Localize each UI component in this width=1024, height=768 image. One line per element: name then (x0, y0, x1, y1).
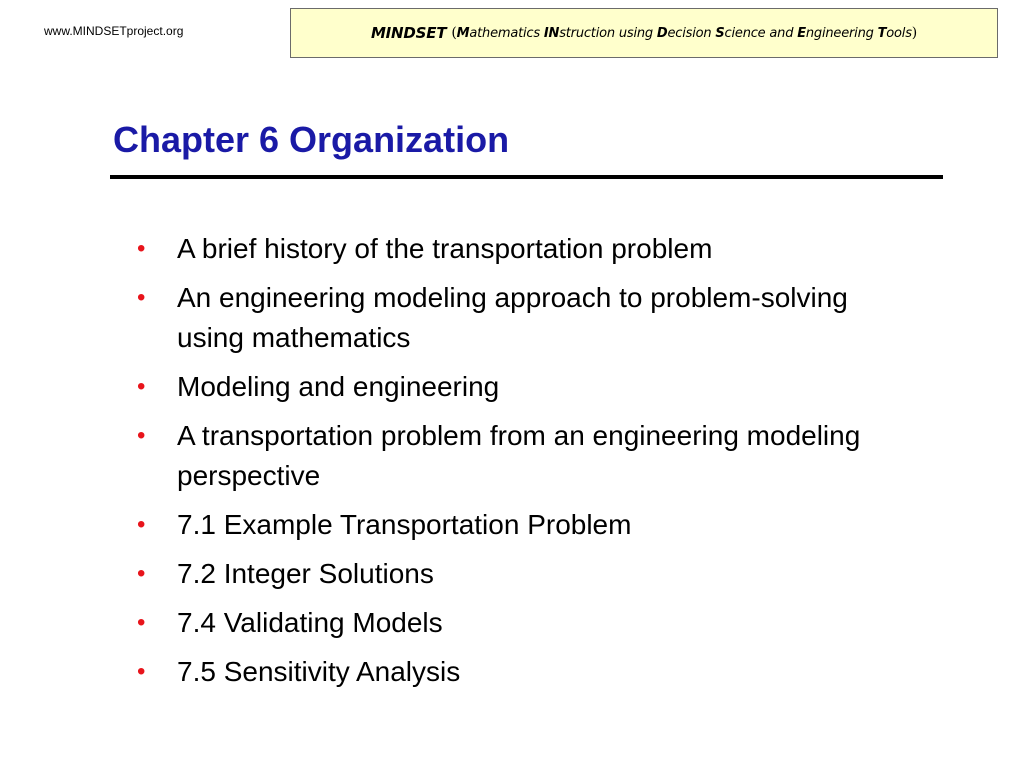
banner-part-rest: ecision (667, 25, 716, 41)
banner-close-paren: ) (911, 25, 918, 41)
banner-part-rest: athematics (469, 25, 544, 41)
bullet-icon: • (137, 422, 146, 449)
bullet-icon: • (137, 235, 146, 262)
bullet-icon: • (137, 609, 146, 636)
slide-title: Chapter 6 Organization (113, 119, 510, 160)
banner-part-bold: D (656, 25, 668, 41)
banner-part-rest: cience and (724, 25, 798, 41)
banner-subtitle (457, 26, 912, 41)
bullet-icon: • (137, 658, 146, 685)
bullet-item (137, 278, 917, 358)
bullet-icon: • (137, 511, 146, 538)
banner-part-bold: IN (543, 25, 560, 41)
banner-brand: MINDSET (370, 24, 447, 42)
bullet-item (137, 367, 917, 407)
banner-part-bold: S (715, 25, 725, 41)
bullet-text: A brief history of the transportation problem (177, 233, 713, 264)
bullet-text: 7.1 Example Transportation Problem (177, 509, 632, 540)
banner-open-paren: ( (451, 25, 457, 41)
bullet-item (137, 416, 917, 496)
bullet-text: An engineering modeling approach to problem-solving using mathematics (177, 282, 848, 353)
mindset-banner (290, 8, 998, 58)
bullet-text: A transportation problem from an engineering modeling perspective (177, 420, 861, 491)
bullet-item (137, 652, 917, 692)
bullet-text: 7.4 Validating Models (177, 607, 443, 638)
banner-part-rest: struction using (559, 25, 657, 41)
site-url: www.MINDSETproject.org (44, 24, 184, 38)
bullet-item (137, 603, 917, 643)
bullet-text: 7.5 Sensitivity Analysis (177, 656, 461, 687)
banner-part-bold: M (456, 25, 470, 41)
bullet-text: 7.2 Integer Solutions (177, 558, 434, 589)
bullet-icon: • (137, 560, 146, 587)
bullet-icon: • (137, 373, 146, 400)
banner-part-rest: ngineering (805, 25, 878, 41)
banner-part-bold: E (797, 25, 806, 41)
bullet-list (137, 229, 917, 701)
banner-part-bold: T (877, 25, 887, 41)
bullet-item (137, 229, 917, 269)
bullet-icon: • (137, 284, 146, 311)
bullet-item (137, 505, 917, 545)
bullet-text: Modeling and engineering (177, 371, 500, 402)
bullet-item (137, 554, 917, 594)
banner-part-rest: ools (886, 25, 912, 41)
title-underline (110, 175, 943, 179)
